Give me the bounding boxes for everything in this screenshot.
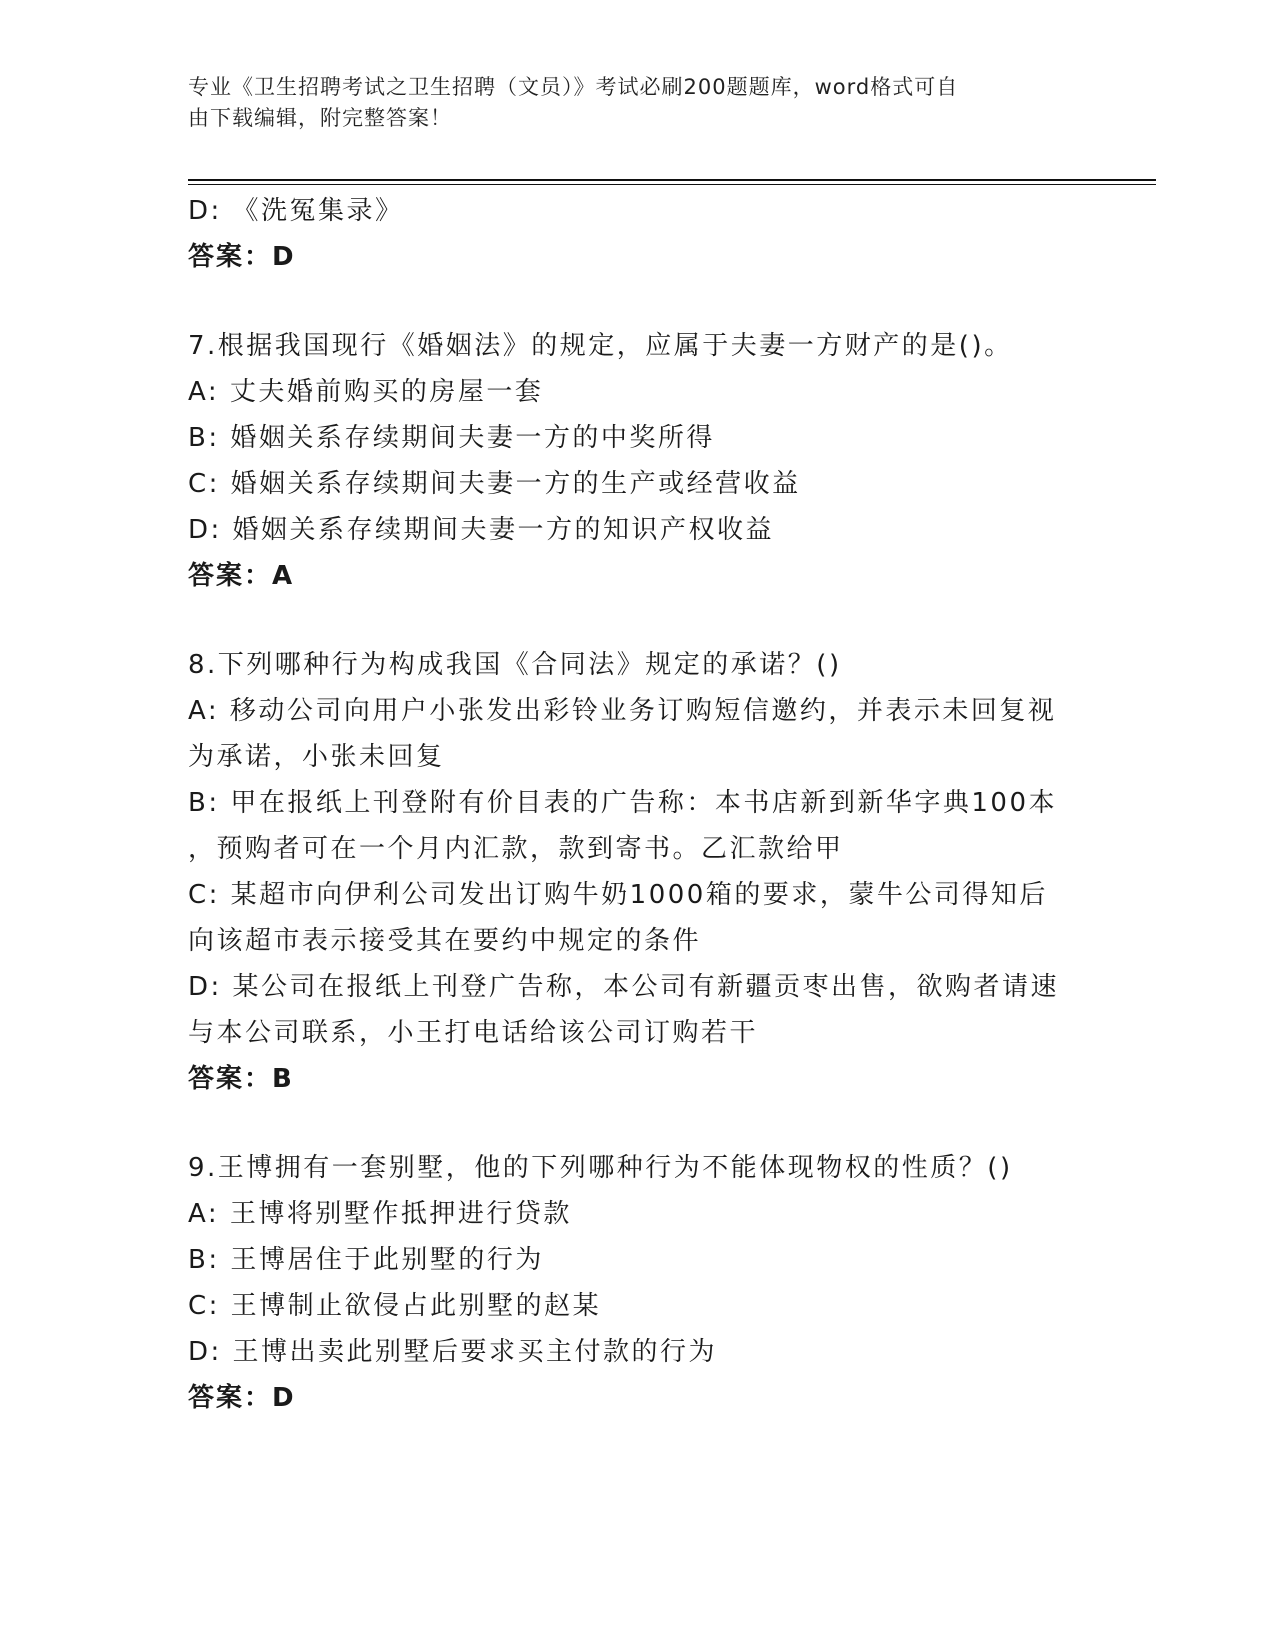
option-b-line-2: ，预购者可在一个月内汇款，款到寄书。乙汇款给甲 [188,834,844,864]
option-a-line-1: A: 移动公司向用户小张发出彩铃业务订购短信邀约，并表示未回复视 [188,696,1057,726]
answer-label: 答案：D [188,242,296,272]
header-line-2: 由下载编辑，附完整答案！ [188,106,452,130]
option-a: A: 王博将别墅作抵押进行贷款 [188,1199,572,1229]
option-d: D: 婚姻关系存续期间夫妻一方的知识产权收益 [188,515,775,545]
option-b: B: 王博居住于此别墅的行为 [188,1245,544,1275]
option-c: C: 婚姻关系存续期间夫妻一方的生产或经营收益 [188,469,801,499]
spacer [188,280,1088,323]
question-6-tail [188,188,1088,280]
option-c-line-1: C: 某超市向伊利公司发出订购牛奶1000箱的要求，蒙牛公司得知后 [188,880,1048,910]
option-d: D: 《洗冤集录》 [188,196,404,226]
option-c-line-2: 向该超市表示接受其在要约中规定的条件 [188,926,702,956]
question-7 [188,323,1088,599]
answer-label: 答案：D [188,1383,296,1413]
option-d-line-1: D: 某公司在报纸上刊登广告称，本公司有新疆贡枣出售，欲购者请速 [188,972,1060,1002]
header-divider-thin [188,184,1156,185]
option-d: D: 王博出卖此别墅后要求买主付款的行为 [188,1337,718,1367]
question-text: 7.根据我国现行《婚姻法》的规定，应属于夫妻一方财产的是()。 [188,331,1013,361]
option-c: C: 王博制止欲侵占此别墅的赵某 [188,1291,602,1321]
header-divider-thick [188,179,1156,181]
question-list [188,188,1088,1421]
spacer [188,599,1088,642]
spacer [188,1102,1088,1145]
header-line-1: 专业《卫生招聘考试之卫生招聘（文员）》考试必刷200题题库，word格式可自 [188,75,959,99]
option-a: A: 丈夫婚前购买的房屋一套 [188,377,544,407]
option-a-line-2: 为承诺，小张未回复 [188,742,445,772]
answer-label: 答案：A [188,561,295,591]
document-header [188,72,1068,134]
option-b-line-1: B: 甲在报纸上刊登附有价目表的广告称：本书店新到新华字典100本 [188,788,1057,818]
question-8 [188,642,1088,1102]
answer-label: 答案：B [188,1064,294,1094]
question-text: 8.下列哪种行为构成我国《合同法》规定的承诺？() [188,650,842,680]
option-d-line-2: 与本公司联系，小王打电话给该公司订购若干 [188,1018,759,1048]
question-9 [188,1145,1088,1421]
question-text: 9.王博拥有一套别墅，他的下列哪种行为不能体现物权的性质？() [188,1153,1013,1183]
option-b: B: 婚姻关系存续期间夫妻一方的中奖所得 [188,423,715,453]
